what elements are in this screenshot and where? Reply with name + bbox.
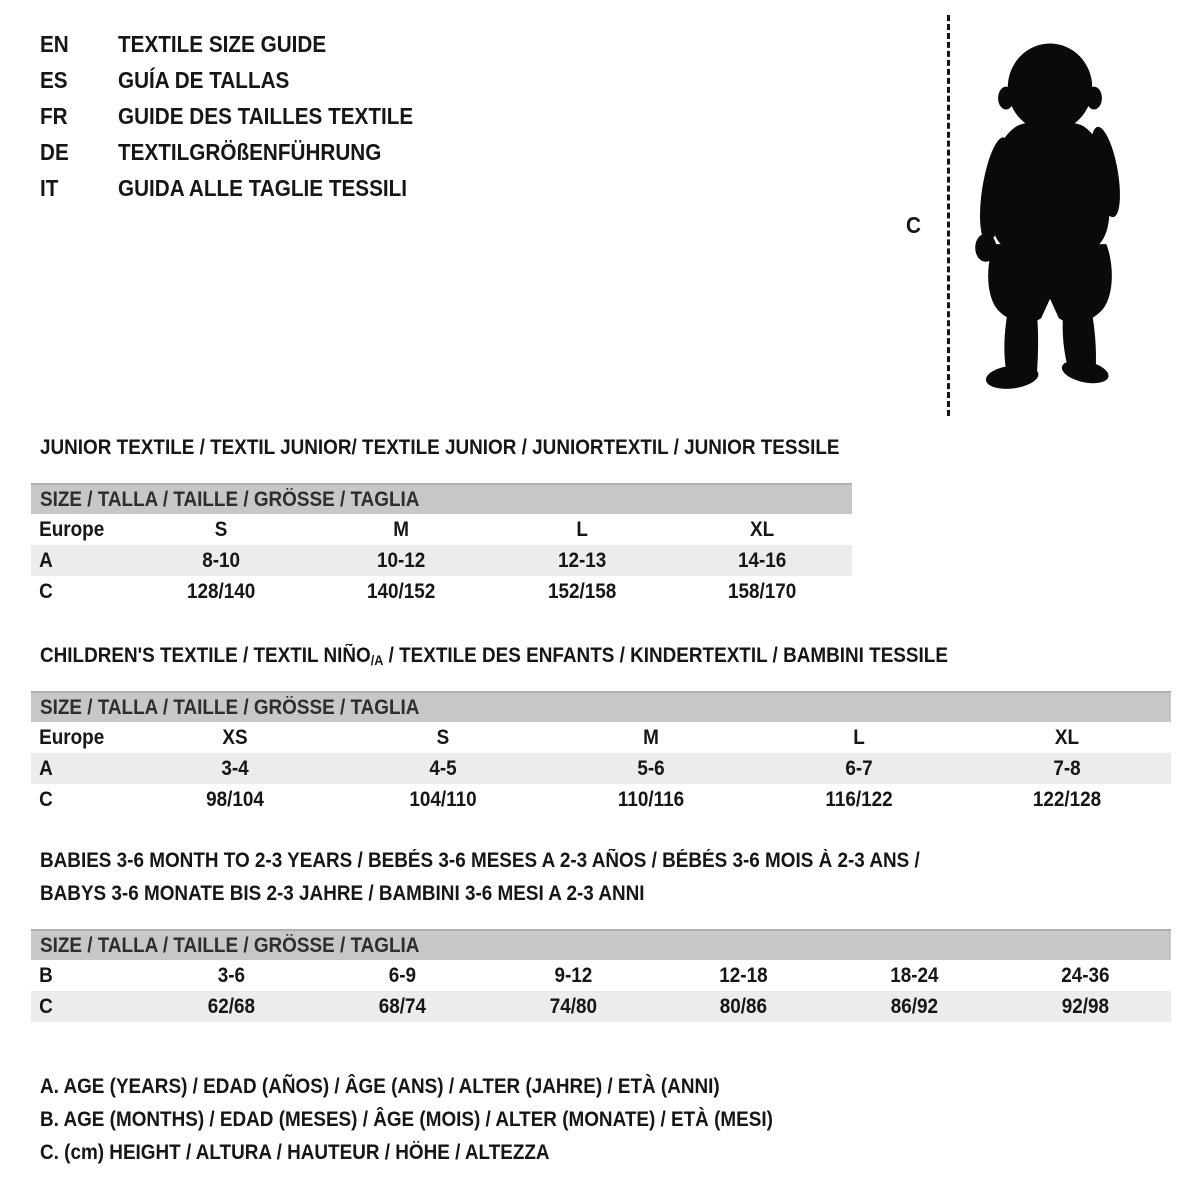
- size-cell: 12-18: [719, 963, 769, 987]
- junior-size-table: [31, 483, 852, 607]
- size-cell: 128/140: [186, 579, 256, 603]
- row-label: C: [39, 994, 53, 1018]
- height-measure-label: C: [906, 212, 921, 238]
- size-cell: 3-6: [217, 963, 246, 987]
- language-title: GUIDE DES TAILLES TEXTILE: [118, 103, 414, 129]
- size-cell: 158/170: [727, 579, 797, 603]
- size-cell: 3-4: [221, 756, 249, 780]
- babies-section-title-line1: BABIES 3-6 MONTH TO 2-3 YEARS / BEBÉS 3-6 MESES A 2-3 AÑOS / BÉBÉS 3-6 MOIS À 2-3 ANS /: [40, 849, 920, 872]
- language-code: DE: [40, 139, 69, 165]
- language-code: ES: [40, 67, 68, 93]
- language-code: EN: [40, 31, 69, 57]
- row-label: A: [39, 756, 53, 780]
- height-measure-dashed-line: [947, 15, 950, 416]
- size-cell: M: [643, 725, 659, 749]
- language-title: TEXTILGRÖßENFÜHRUNG: [118, 139, 382, 165]
- size-cell: 98/104: [206, 787, 264, 811]
- size-header-label: SIZE / TALLA / TAILLE / GRÖSSE / TAGLIA: [40, 933, 420, 957]
- size-cell: 9-12: [554, 963, 592, 987]
- size-cell: 7-8: [1053, 756, 1081, 780]
- table-row: [31, 991, 1171, 1022]
- legend-note-c: C. (cm) HEIGHT / ALTURA / HAUTEUR / HÖHE / ALTEZZA: [40, 1141, 550, 1164]
- size-cell: 92/98: [1061, 994, 1110, 1018]
- row-label: A: [39, 548, 53, 572]
- language-title: GUIDA ALLE TAGLIE TESSILI: [118, 175, 408, 201]
- size-cell: 24-36: [1061, 963, 1110, 987]
- language-title: GUÍA DE TALLAS: [118, 67, 290, 93]
- size-cell: L: [853, 725, 865, 749]
- size-cell: 140/152: [367, 579, 436, 603]
- size-cell: 62/68: [207, 994, 256, 1018]
- size-cell: 8-10: [202, 548, 241, 572]
- size-cell: 6-7: [845, 756, 873, 780]
- junior-table-header-bar: [31, 483, 852, 514]
- row-label: C: [39, 579, 53, 603]
- size-cell: XL: [1054, 725, 1080, 749]
- measurement-legend: [40, 1076, 854, 1163]
- table-row: [31, 784, 1171, 815]
- table-row: [31, 545, 852, 576]
- size-cell: L: [575, 517, 588, 541]
- children-title-sub: /A: [370, 652, 384, 668]
- size-cell: 5-6: [637, 756, 665, 780]
- row-label: Europe: [39, 725, 105, 749]
- row-label: B: [39, 963, 53, 987]
- size-header-label: SIZE / TALLA / TAILLE / GRÖSSE / TAGLIA: [40, 487, 420, 511]
- children-table-header-bar: [31, 691, 1171, 722]
- table-row: [31, 722, 1171, 753]
- size-cell: 110/116: [617, 787, 685, 811]
- children-title-post: / TEXTILE DES ENFANTS / KINDERTEXTIL / BAMBINI TESSILE: [383, 644, 948, 667]
- size-cell: 6-9: [388, 963, 416, 987]
- language-code: IT: [40, 175, 59, 201]
- children-section-title: [40, 644, 948, 668]
- size-header-label: SIZE / TALLA / TAILLE / GRÖSSE / TAGLIA: [40, 695, 420, 719]
- children-size-table: [31, 691, 1171, 815]
- size-cell: 80/86: [720, 994, 768, 1018]
- size-cell: M: [393, 517, 410, 541]
- size-cell: 10-12: [377, 548, 426, 572]
- babies-size-table: [31, 929, 1171, 1022]
- row-label: C: [39, 787, 53, 811]
- legend-note-b: B. AGE (MONTHS) / EDAD (MESES) / ÂGE (MOIS) / ALTER (MONATE) / ETÀ (MESI): [40, 1108, 773, 1131]
- table-row: [31, 753, 1171, 784]
- language-title-list: [40, 33, 446, 200]
- size-cell: 86/92: [891, 994, 939, 1018]
- babies-section-title-line2: BABYS 3-6 MONATE BIS 2-3 JAHRE / BAMBINI 3-6 MESI A 2-3 ANNI: [40, 882, 645, 905]
- babies-table-header-bar: [31, 929, 1171, 960]
- table-row: [31, 576, 852, 607]
- row-label: Europe: [39, 517, 105, 541]
- size-cell: 122/128: [1032, 787, 1102, 811]
- size-cell: 4-5: [429, 756, 457, 780]
- size-cell: XL: [749, 517, 774, 541]
- size-cell: XS: [222, 725, 248, 749]
- children-title-pre: CHILDREN'S TEXTILE / TEXTIL NIÑO: [40, 644, 371, 667]
- size-cell: 14-16: [737, 548, 787, 572]
- baby-silhouette-icon: [962, 17, 1138, 415]
- size-cell: S: [214, 517, 228, 541]
- size-cell: 116/122: [825, 787, 893, 811]
- table-row: [31, 514, 852, 545]
- size-cell: S: [436, 725, 450, 749]
- language-title: TEXTILE SIZE GUIDE: [118, 31, 327, 57]
- size-cell: 18-24: [890, 963, 939, 987]
- size-cell: 68/74: [378, 994, 426, 1018]
- junior-section-title: JUNIOR TEXTILE / TEXTIL JUNIOR/ TEXTILE JUNIOR / JUNIORTEXTIL / JUNIOR TESSILE: [40, 436, 840, 459]
- size-cell: 104/110: [409, 787, 477, 811]
- legend-note-a: A. AGE (YEARS) / EDAD (AÑOS) / ÂGE (ANS) / ALTER (JAHRE) / ETÀ (ANNI): [40, 1075, 720, 1098]
- language-code: FR: [40, 103, 68, 129]
- size-cell: 152/158: [547, 579, 616, 603]
- size-cell: 74/80: [549, 994, 597, 1018]
- table-row: [31, 960, 1171, 991]
- size-cell: 12-13: [557, 548, 606, 572]
